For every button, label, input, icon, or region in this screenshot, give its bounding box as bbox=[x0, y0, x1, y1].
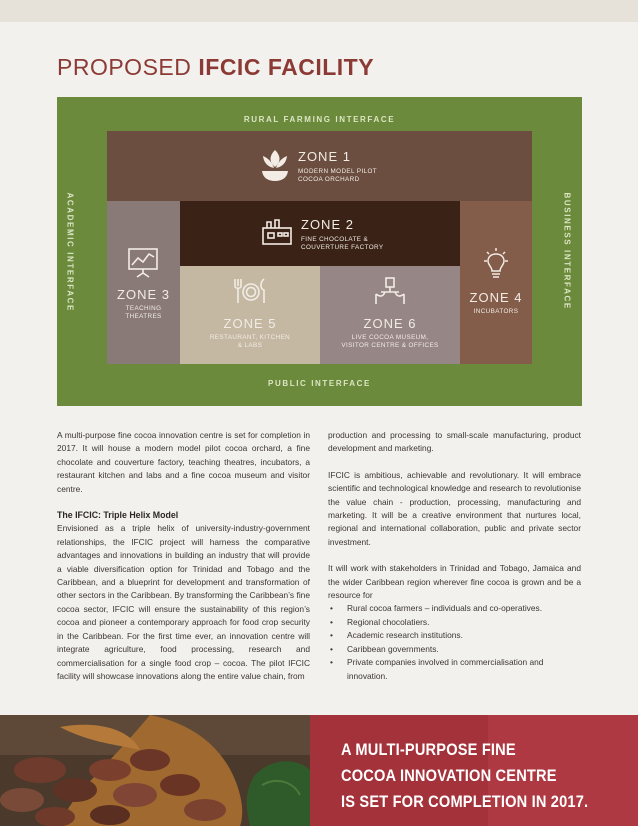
zone-5-description bbox=[205, 334, 295, 350]
top-band bbox=[0, 0, 638, 22]
list-item: • Rural cocoa farmers – individuals and co-operatives. bbox=[328, 602, 581, 615]
public-interface-label: PUBLIC INTERFACE bbox=[268, 379, 371, 388]
zone-5-name: ZONE 5 bbox=[223, 316, 277, 331]
list-item: • Private companies involved in commercialisation and innovation. bbox=[328, 656, 581, 683]
body-column-right bbox=[328, 429, 581, 683]
zone-5-desc-line2: & LABS bbox=[237, 342, 263, 349]
zone-1-description bbox=[298, 168, 377, 184]
list-item: • Caribbean governments. bbox=[328, 643, 581, 656]
cocoa-beans-photo bbox=[0, 715, 310, 826]
banner-text bbox=[341, 737, 588, 815]
banner-line-2: COCOA INNOVATION CENTRE bbox=[341, 766, 557, 785]
zone-3-description bbox=[107, 305, 180, 321]
zone-1-desc-line2: COCOA ORCHARD bbox=[298, 176, 360, 183]
banner-line-1: A MULTI-PURPOSE FINE bbox=[341, 740, 516, 759]
zone-2-name: ZONE 2 bbox=[301, 217, 354, 232]
zone-3-desc-line2: THEATRES bbox=[125, 313, 162, 320]
zone-2-description bbox=[301, 236, 383, 252]
zone-1-desc-line1: MODERN MODEL PILOT bbox=[298, 168, 378, 175]
zone-3-desc-line1: TEACHING bbox=[125, 305, 162, 312]
body-column-left bbox=[57, 429, 310, 683]
zone-2 bbox=[180, 201, 460, 266]
zone-6-desc-line1: LIVE COCOA MUSEUM, bbox=[351, 334, 429, 341]
business-interface-label: BUSINESS INTERFACE bbox=[562, 192, 572, 310]
zone-5-desc-line1: RESTAURANT, KITCHEN bbox=[209, 334, 291, 341]
completion-banner bbox=[310, 715, 638, 826]
title-bold: IFCIC FACILITY bbox=[198, 54, 375, 80]
zone-4-description: INCUBATORS bbox=[473, 308, 519, 315]
intro-paragraph: A multi-purpose fine cocoa innovation centre is set for completion in 2017. It will house a modern model pilot cocoa orchard, a fine chocolate and couverture factory, teaching theatres, incubators, a restaurant kitchen and labs and a fine cocoa museum and visitor centre. bbox=[57, 430, 310, 494]
rural-farming-interface-label: RURAL FARMING INTERFACE bbox=[243, 115, 396, 124]
museum-exhibit-icon bbox=[371, 276, 409, 311]
page-title bbox=[57, 54, 374, 81]
zone-4 bbox=[460, 201, 532, 364]
cocoa-plant-icon bbox=[258, 146, 292, 189]
title-light: PROPOSED bbox=[57, 54, 192, 80]
presentation-board-icon bbox=[126, 245, 160, 284]
zone-5 bbox=[180, 266, 320, 364]
banner-line-3: IS SET FOR COMPLETION IN 2017. bbox=[341, 792, 589, 811]
continued-paragraph: production and processing to small-scale manufacturing, product development and marketing. bbox=[328, 430, 581, 454]
zone-6 bbox=[320, 266, 460, 364]
zone-6-name: ZONE 6 bbox=[363, 316, 417, 331]
triple-helix-paragraph: Envisioned as a triple helix of university-industry-government relationships, the IFCIC project will harness the comparative advantages and innovations in building an industry that will provide a viable diversification option for Trinidad and Tobago and the Caribbean, and a blueprint for development and transformation of other sectors in the Caribbean. By transforming the Caribbean’s fine cocoa sector, IFCIC will ensure the sustainability of this region’s cocoa and pioneer a contemporary approach for food crop security in the Caribbean. For the first time ever, an innovation centre will integrate agriculture, food processing, research and commercialisation for a single food crop – cocoa. The pilot IFCIC facility will showcase innovations along the entire value chain, from bbox=[57, 523, 310, 681]
ambitious-paragraph: IFCIC is ambitious, achievable and revolutionary. It will embrace scientific and technological knowledge and research to revolutionise the value chain - production, processing, manufacturing and marketing. It will be a creative environment that nurtures local, regional and international collaboration, public and private sector investment. bbox=[328, 469, 581, 547]
zone-2-desc-line1: FINE CHOCOLATE & bbox=[301, 236, 369, 243]
zone-1 bbox=[107, 131, 532, 201]
zone-6-desc-line2: VISITOR CENTRE & OFFICES bbox=[341, 342, 439, 349]
cutlery-plate-icon bbox=[231, 276, 269, 311]
facility-diagram bbox=[57, 97, 582, 406]
zone-1-name: ZONE 1 bbox=[298, 149, 351, 164]
zone-3 bbox=[107, 201, 180, 364]
zone-6-description bbox=[330, 334, 450, 350]
triple-helix-heading: The IFCIC: Triple Helix Model bbox=[57, 510, 179, 521]
list-item: • Academic research institutions. bbox=[328, 629, 581, 642]
resource-list bbox=[328, 602, 581, 682]
zone-4-name: ZONE 4 bbox=[469, 290, 523, 305]
lightbulb-icon bbox=[480, 246, 512, 285]
stakeholders-paragraph: It will work with stakeholders in Trinidad and Tobago, Jamaica and the wider Caribbean region wherever fine cocoa is grown and be a resource for bbox=[328, 563, 581, 601]
zone-2-desc-line2: COUVERTURE FACTORY bbox=[301, 244, 384, 251]
zone-3-name: ZONE 3 bbox=[117, 287, 170, 302]
list-item: • Regional chocolatiers. bbox=[328, 616, 581, 629]
academic-interface-label: ACADEMIC INTERFACE bbox=[65, 192, 75, 312]
factory-icon bbox=[260, 214, 294, 253]
